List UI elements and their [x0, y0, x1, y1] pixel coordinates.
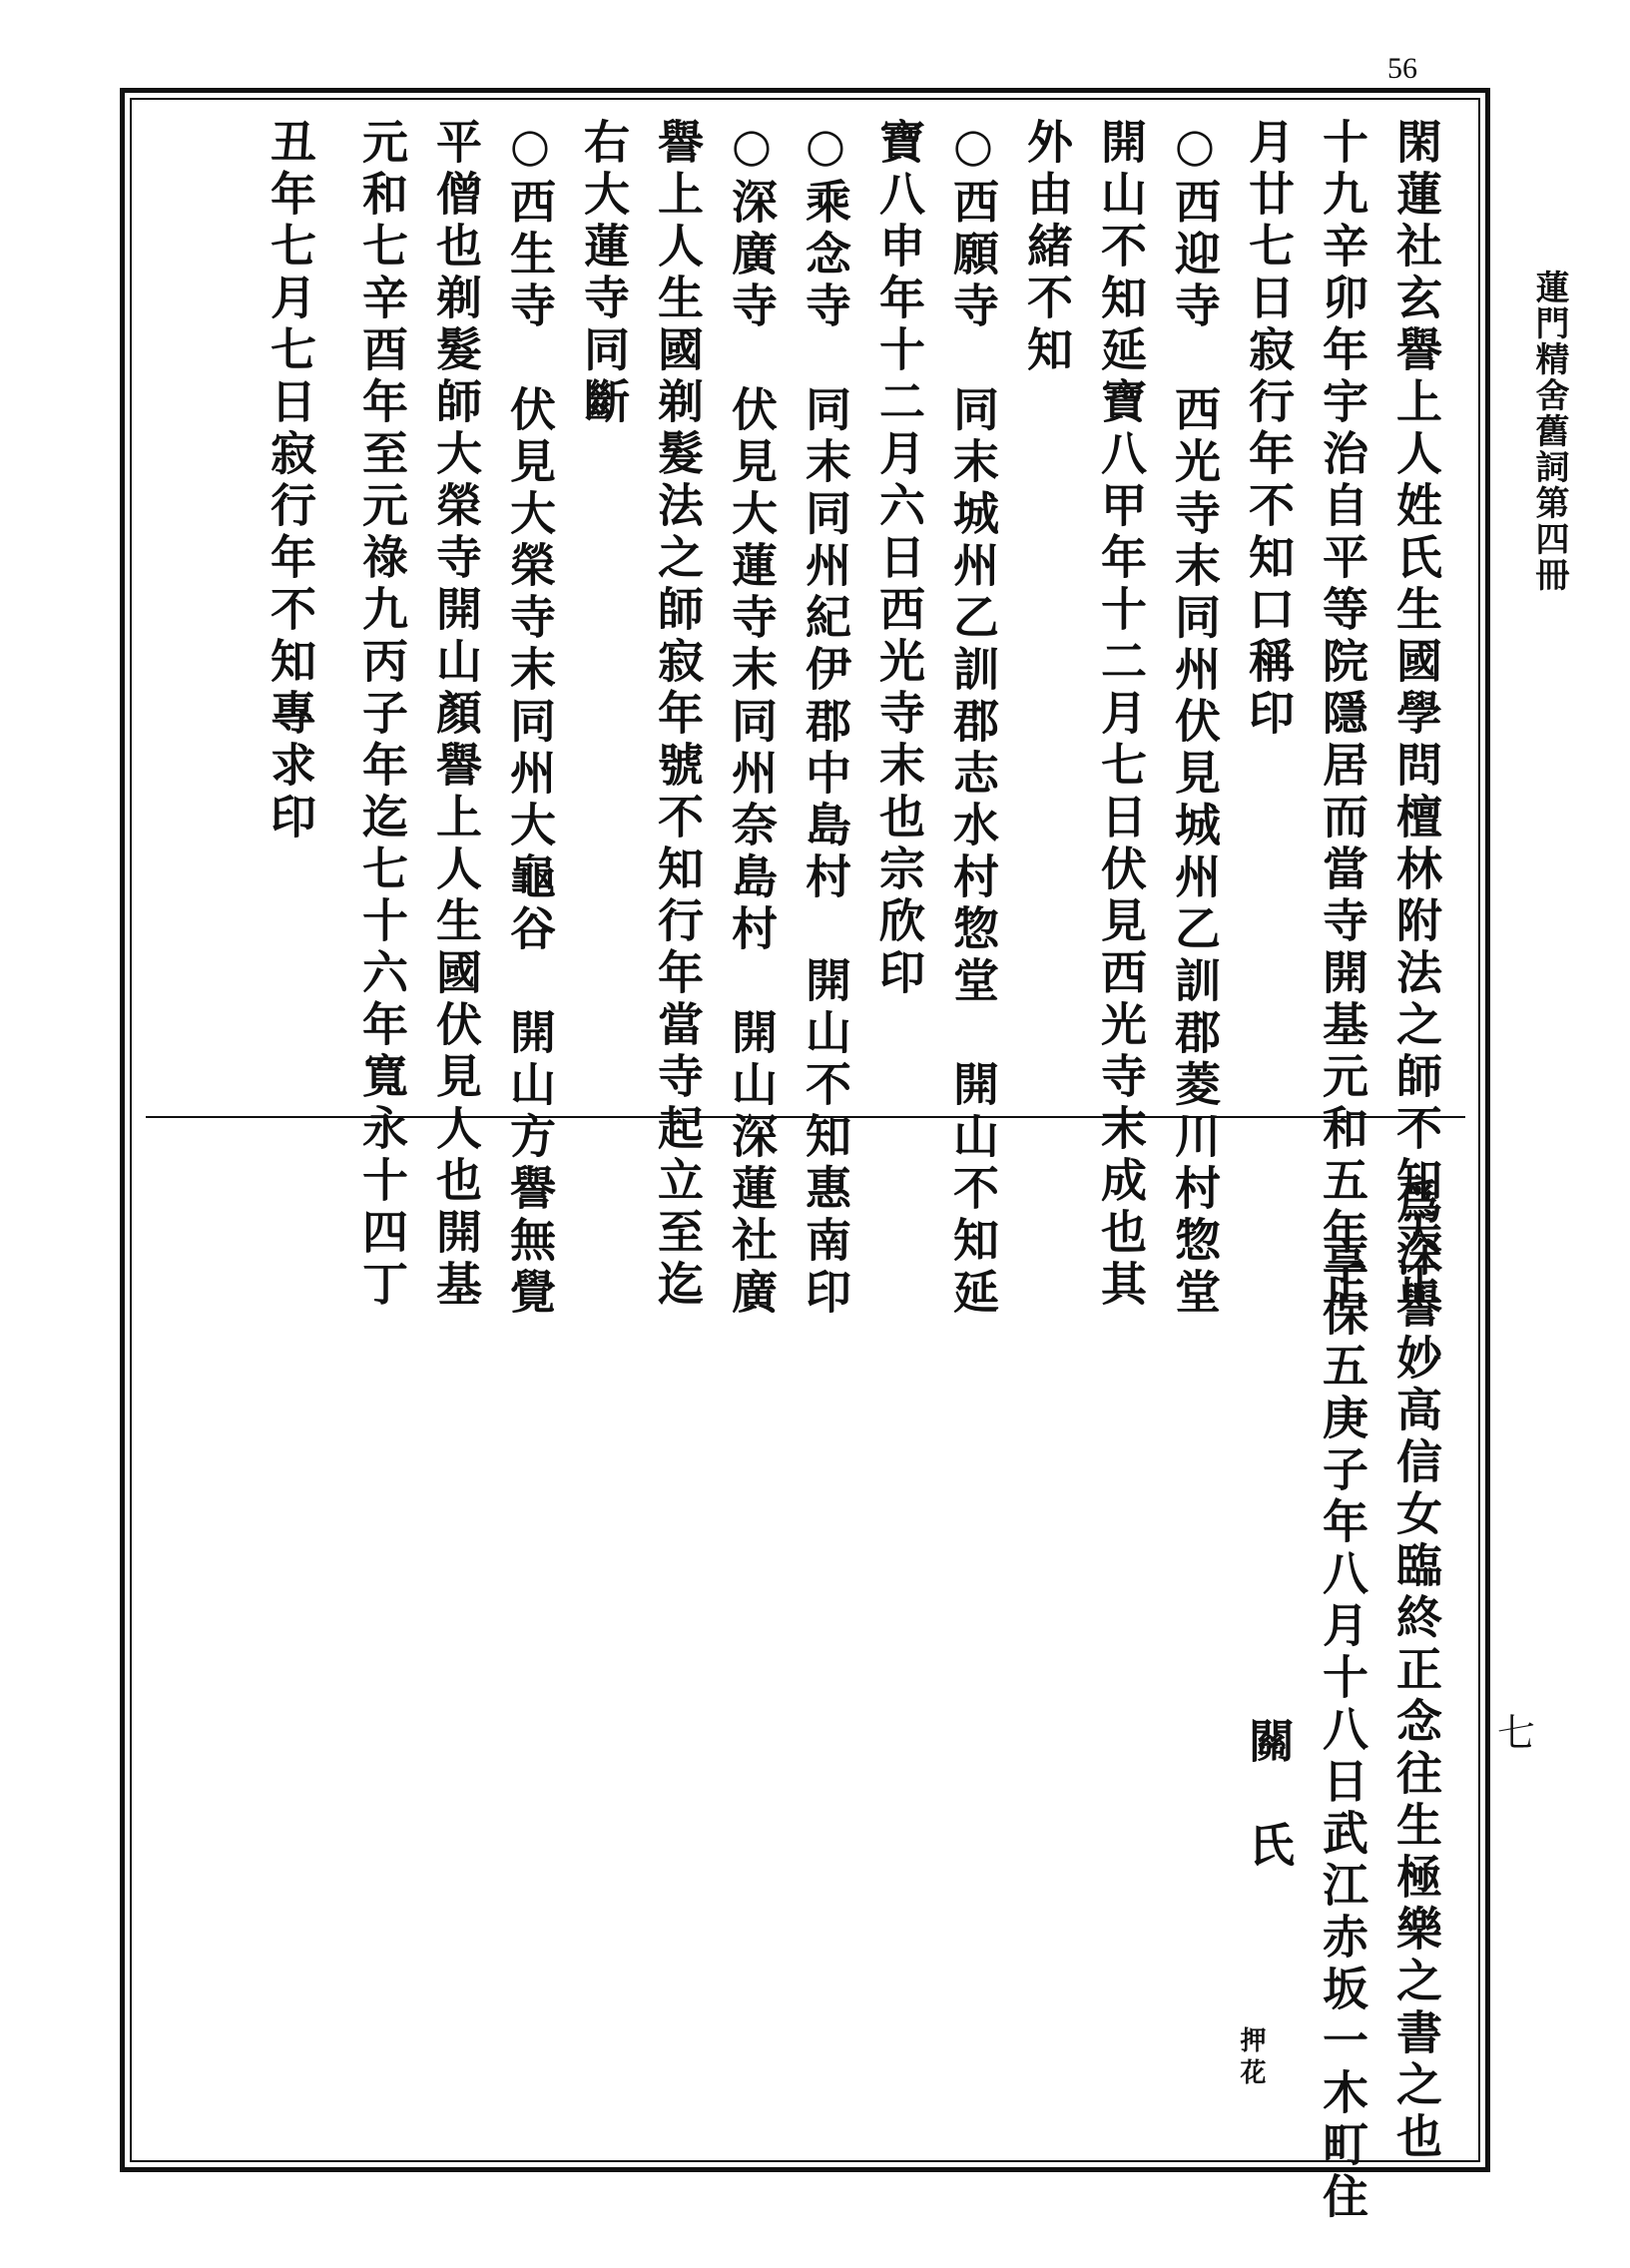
lower-column-3: 關 氏: [1242, 1717, 1296, 1873]
lower-column-1: 爲深譽妙高信女臨終正念往生極樂之書之也: [1389, 1178, 1443, 2164]
upper-column-7: ○西願寺 同末城州乙訓郡志水村惣堂 開山不知延: [946, 118, 1000, 1320]
seal-note: 押花: [1236, 2026, 1266, 2090]
upper-column-16: 丑年七月七日寂行年不知專求印: [264, 118, 317, 845]
upper-column-12: 右大蓮寺同斷: [577, 118, 631, 429]
upper-column-4: ○西迎寺 西光寺末同州伏見城州乙訓郡菱川村惣堂: [1168, 118, 1222, 1320]
upper-column-5: 開山不知延寶八甲年十二月七日伏見西光寺末成也其: [1094, 118, 1148, 1312]
upper-column-15: 元和七辛酉年至元祿九丙子年迄七十六年寬永十四丁: [355, 118, 409, 1312]
upper-column-2: 十九辛卯年宇治自平等院隱居而當寺開基元和五年正: [1316, 118, 1369, 1312]
upper-column-10: ○深廣寺 伏見大蓮寺末同州奈島村 開山深蓮社廣: [725, 118, 779, 1320]
upper-column-13: ○西生寺 伏見大榮寺末同州大龜谷 開山方譽無覺: [503, 118, 557, 1320]
folio-number: 七: [1497, 1711, 1536, 1755]
running-head: 蓮門精舍舊詞第四冊: [1529, 270, 1569, 593]
upper-column-14: 平僧也剃髮師大榮寺開山顏譽上人生國伏見人也開基: [429, 118, 483, 1312]
upper-column-6: 外由緒不知: [1020, 118, 1074, 377]
upper-column-1: 閑蓮社玄譽上人姓氏生國學問檀林附法之師不知天正: [1389, 118, 1443, 1312]
upper-column-9: ○乘念寺 同末同州紀伊郡中島村 開山不知惠南印: [799, 118, 852, 1320]
lower-column-2: 享保五庚子年八月十八日武江赤坂一木町住: [1316, 1238, 1369, 2224]
upper-column-3: 月廿七日寂行年不知口稱印: [1242, 118, 1296, 741]
upper-column-11: 譽上人生國剃髮法之師寂年號不知行年當寺起立至迄: [651, 118, 705, 1312]
upper-column-8: 寶八申年十二月六日西光寺末也宗欣印: [872, 118, 926, 1000]
page-number: 56: [1387, 52, 1417, 85]
